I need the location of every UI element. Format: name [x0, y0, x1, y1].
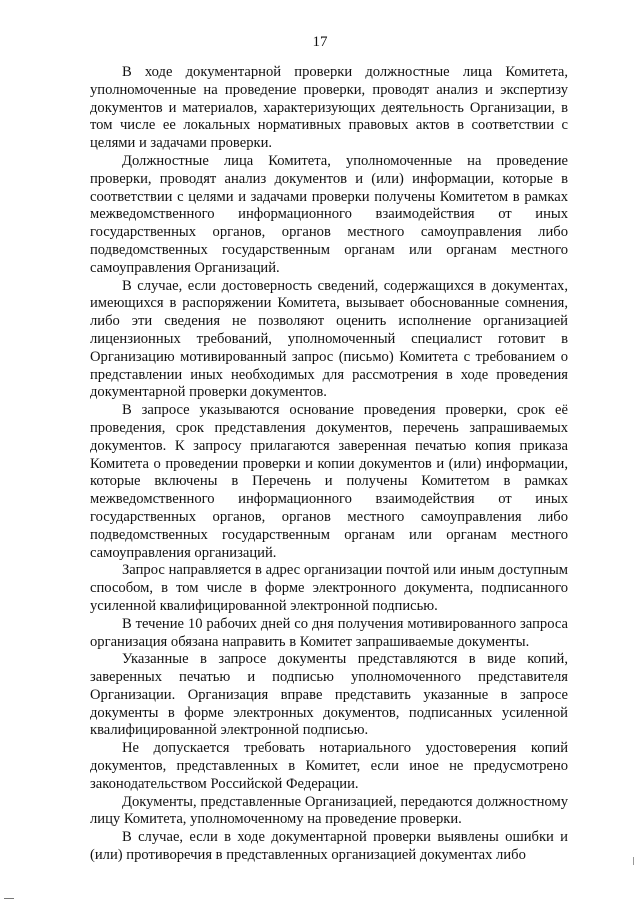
paragraph-notarization: Не допускается требовать нотариального удостоверения копий документов, представленных в Комитет, если иное не предусмотрено законодательством Российской Федерации. [90, 740, 568, 792]
paragraph-errors-found: В случае, если в ходе документарной проверки выявлены ошибки и (или) противоречия в представленных организацией документах либо [90, 829, 568, 864]
document-body [90, 64, 568, 865]
scan-corner-mark [4, 898, 14, 899]
page-number: 17 [312, 34, 328, 50]
paragraph-interagency-analysis: Должностные лица Комитета, уполномоченные на проведение проверки, проводят анализ документов и (или) информации, которые в соответствии с целями и задачами проверки получены Комитетом в рамках межведомственного информационного взаимодействия от иных государственных органов, органов местного самоуправления либо подведомственных государственным органам или органам местного самоуправления Организаций. [90, 152, 568, 276]
paragraph-response-deadline: В течение 10 рабочих дней со дня получения мотивированного запроса организация обязана направить в Комитет запрашиваемые документы. [90, 615, 568, 650]
paragraph-documentary-review: В ходе документарной проверки должностные лица Комитета, уполномоченные на проведение проверки, проводят анализ и экспертизу документов и материалов, характеризующих деятельность Организации, в том числе ее локальных нормативных правовых актов в соответствии с целями и задачами проверки. [90, 64, 568, 152]
paragraph-request-contents: В запросе указываются основание проведения проверки, срок её проведения, срок представления документов, перечень запрашиваемых документов. К запросу прилагаются заверенная печатью копия приказа Комитета о проведении проверки и копии документов и (или) информации, которые включены в Перечень и получены Комитетом в рамках межведомственного информационного взаимодействия от иных государственных органов, органов местного самоуправления либо подведомственных государственным органам или органам местного самоуправления организаций. [90, 402, 568, 561]
paragraph-request-delivery: Запрос направляется в адрес организации почтой или иным доступным способом, в том числе в форме электронного документа, подписанного усиленной квалифицированной электронной подписью. [90, 562, 568, 614]
scan-edge-mark [633, 857, 634, 865]
paragraph-document-transfer: Документы, представленные Организацией, передаются должностному лицу Комитета, уполномоченному на проведение проверки. [90, 793, 568, 828]
paragraph-reasoned-request: В случае, если достоверность сведений, содержащихся в документах, имеющихся в распоряжении Комитета, вызывает обоснованные сомнения, либо эти сведения не позволяют оценить исполнение организацией лицензионных требований, уполномоченный специалист готовит в Организацию мотивированный запрос (письмо) Комитета с требованием о представлении иных необходимых для рассмотрения в ходе проведения документарной проверки документов. [90, 277, 568, 401]
paragraph-document-copies: Указанные в запросе документы представляются в виде копий, заверенных печатью и подписью уполномоченного представителя Организации. Организация вправе представить указанные в запросе документы в форме электронных документов, подписанных усиленной квалифицированной электронной подписью. [90, 651, 568, 739]
